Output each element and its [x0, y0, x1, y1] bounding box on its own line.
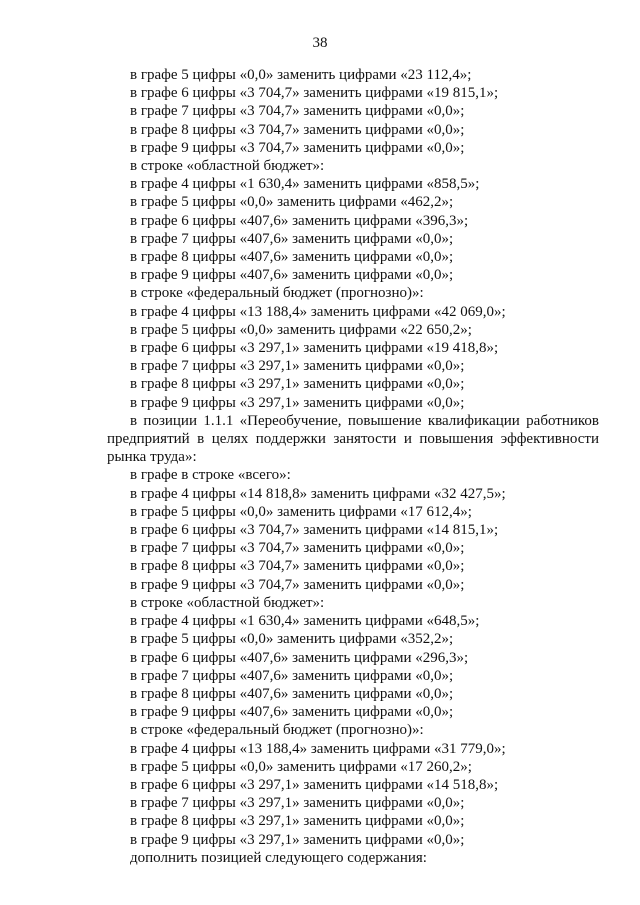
- amendment-line: в графе 8 цифры «3 704,7» заменить цифрами «0,0»;: [130, 121, 465, 138]
- amendment-line: в графе 8 цифры «407,6» заменить цифрами «0,0»;: [130, 685, 454, 702]
- amendment-line: в графе 6 цифры «3 704,7» заменить цифрами «14 815,1»;: [130, 522, 499, 539]
- amendment-line: в графе 7 цифры «407,6» заменить цифрами «0,0»;: [130, 230, 454, 247]
- amendment-line: в графе в строке «всего»:: [130, 467, 291, 484]
- amendment-line: в графе 7 цифры «3 704,7» заменить цифрами «0,0»;: [130, 540, 465, 557]
- amendment-line: в графе 9 цифры «3 704,7» заменить цифрами «0,0»;: [130, 576, 465, 593]
- amendment-line: в строке «областной бюджет»:: [130, 158, 325, 175]
- amendment-line: в графе 6 цифры «3 704,7» заменить цифрами «19 815,1»;: [130, 85, 499, 102]
- amendment-line: в графе 9 цифры «3 297,1» заменить цифрами «0,0»;: [130, 394, 465, 411]
- amendment-line: в графе 4 цифры «1 630,4» заменить цифрами «858,5»;: [130, 176, 480, 193]
- amendment-line: в строке «федеральный бюджет (прогнозно)»:: [130, 722, 424, 739]
- amendment-line: в графе 7 цифры «3 704,7» заменить цифрами «0,0»;: [130, 103, 465, 120]
- amendment-line: в графе 5 цифры «0,0» заменить цифрами «23 112,4»;: [130, 67, 472, 83]
- amendment-line: в графе 7 цифры «3 297,1» заменить цифрами «0,0»;: [130, 358, 465, 375]
- amendment-line: в графе 5 цифры «0,0» заменить цифрами «17 260,2»;: [130, 758, 472, 775]
- position-paragraph: в позиции 1.1.1 «Переобучение, повышение квалификации работников предприятий в целях поддержки занятости и повышения эффективности рынка труда»:: [107, 412, 599, 466]
- amendment-line: дополнить позицией следующего содержания:: [130, 849, 427, 866]
- amendment-line: в графе 4 цифры «13 188,4» заменить цифрами «31 779,0»;: [130, 740, 506, 757]
- amendment-line: в графе 6 цифры «3 297,1» заменить цифрами «19 418,8»;: [130, 340, 499, 357]
- amendment-line: в графе 6 цифры «3 297,1» заменить цифрами «14 518,8»;: [130, 776, 499, 793]
- amendment-line: в графе 9 цифры «3 297,1» заменить цифрами «0,0»;: [130, 831, 465, 848]
- amendment-line: в графе 5 цифры «0,0» заменить цифрами «462,2»;: [130, 194, 454, 211]
- amendment-line: в графе 7 цифры «3 297,1» заменить цифрами «0,0»;: [130, 795, 465, 812]
- amendment-line: в строке «областной бюджет»:: [130, 594, 325, 611]
- amendment-list-1: [107, 66, 599, 412]
- amendment-line: в графе 6 цифры «407,6» заменить цифрами «296,3»;: [130, 649, 469, 666]
- amendment-line: в графе 5 цифры «0,0» заменить цифрами «17 612,4»;: [130, 503, 472, 520]
- amendment-list-2: [107, 466, 599, 866]
- amendment-line: в графе 8 цифры «3 297,1» заменить цифрами «0,0»;: [130, 376, 465, 393]
- page-number: 38: [312, 35, 328, 51]
- amendment-line: в графе 8 цифры «3 297,1» заменить цифрами «0,0»;: [130, 813, 465, 830]
- amendment-line: в графе 4 цифры «13 188,4» заменить цифрами «42 069,0»;: [130, 303, 506, 320]
- amendment-line: в графе 6 цифры «407,6» заменить цифрами «396,3»;: [130, 212, 469, 229]
- amendment-line: в графе 5 цифры «0,0» заменить цифрами «22 650,2»;: [130, 321, 472, 338]
- amendment-line: в графе 9 цифры «3 704,7» заменить цифрами «0,0»;: [130, 139, 465, 156]
- amendment-line: в графе 9 цифры «407,6» заменить цифрами «0,0»;: [130, 704, 454, 721]
- amendment-line: в графе 7 цифры «407,6» заменить цифрами «0,0»;: [130, 667, 454, 684]
- document-body: [107, 66, 599, 867]
- amendment-line: в строке «федеральный бюджет (прогнозно)»:: [130, 285, 424, 302]
- amendment-line: в графе 9 цифры «407,6» заменить цифрами «0,0»;: [130, 267, 454, 284]
- amendment-line: в графе 4 цифры «1 630,4» заменить цифрами «648,5»;: [130, 613, 480, 630]
- amendment-line: в графе 4 цифры «14 818,8» заменить цифрами «32 427,5»;: [130, 485, 506, 502]
- amendment-line: в графе 5 цифры «0,0» заменить цифрами «352,2»;: [130, 631, 454, 648]
- amendment-line: в графе 8 цифры «3 704,7» заменить цифрами «0,0»;: [130, 558, 465, 575]
- amendment-line: в графе 8 цифры «407,6» заменить цифрами «0,0»;: [130, 249, 454, 266]
